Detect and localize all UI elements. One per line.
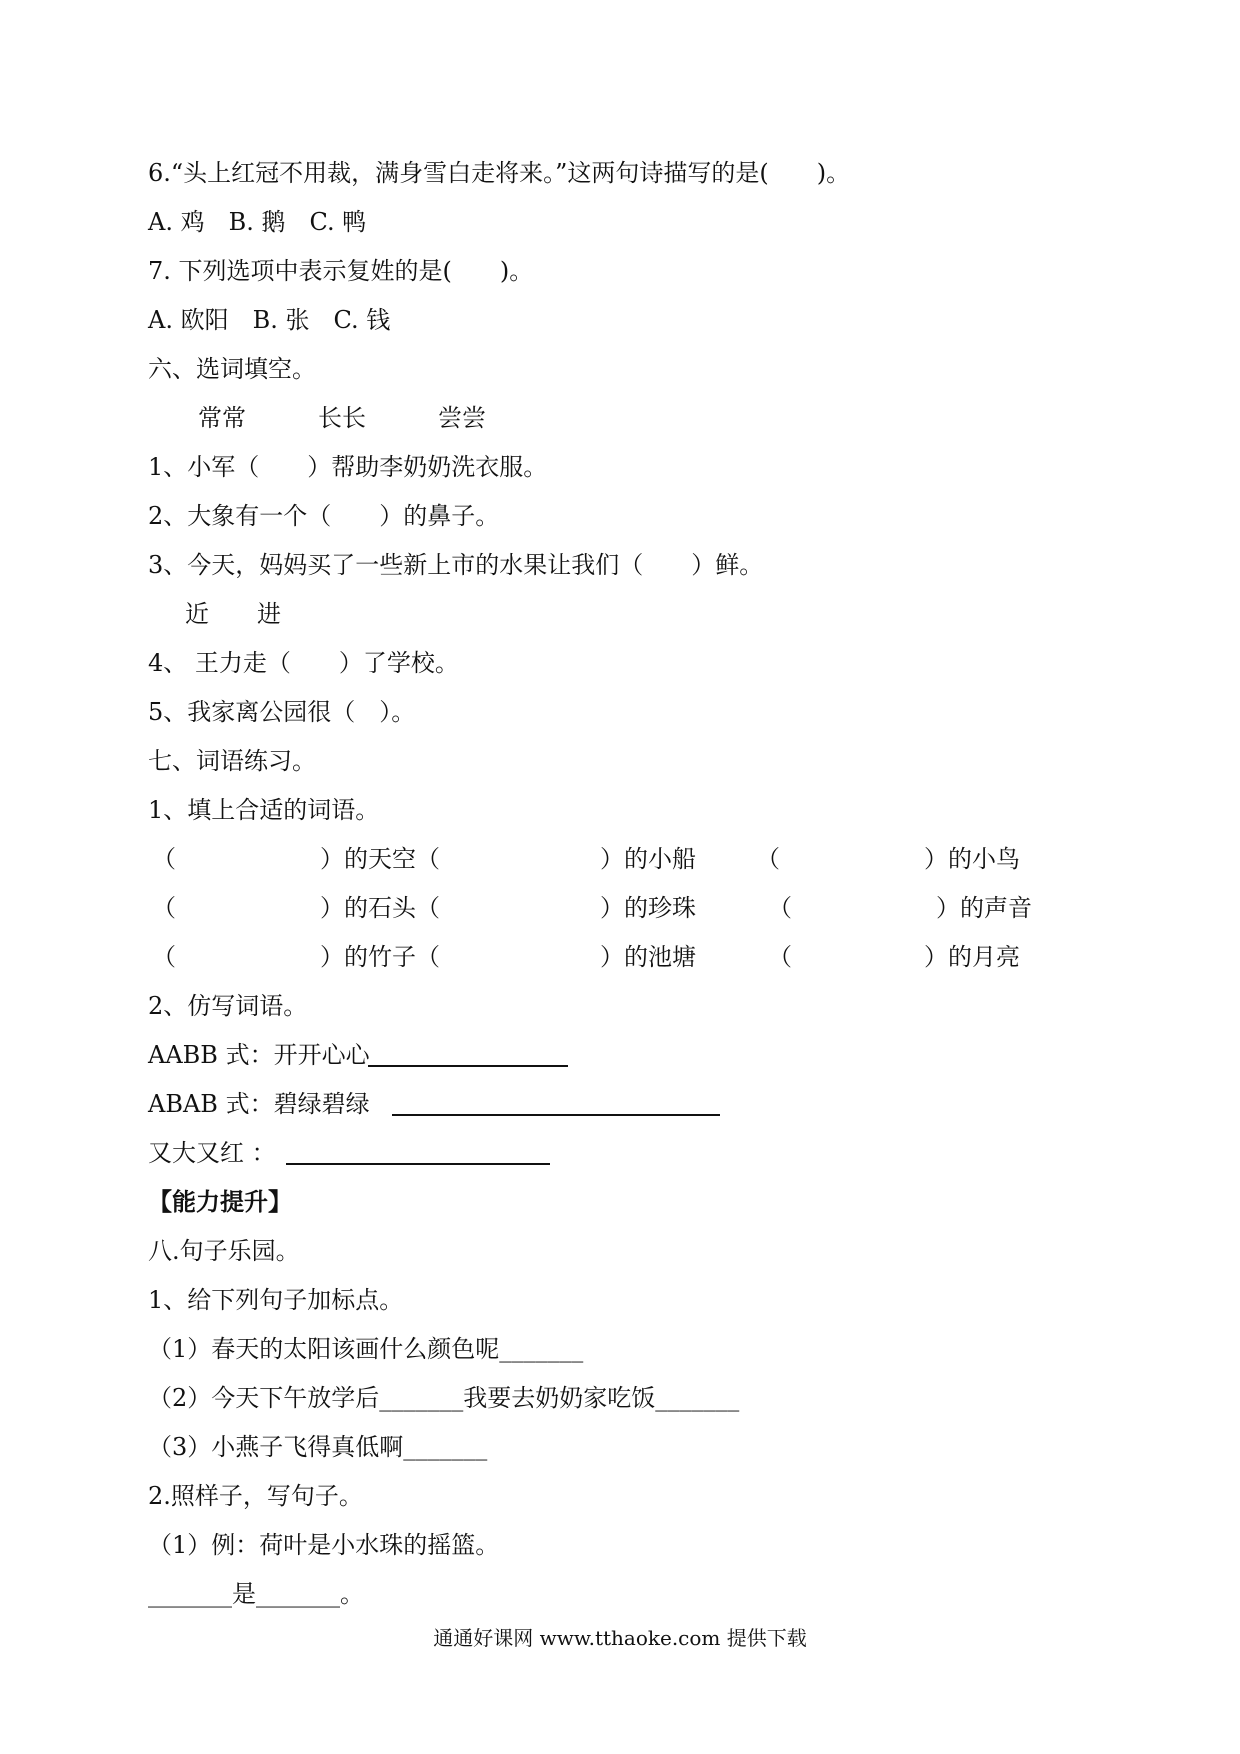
answer-line[interactable] — [392, 1114, 720, 1116]
paren-open: （ — [152, 943, 176, 971]
section-8-sub1: 1、给下列句子加标点。 — [148, 1286, 404, 1314]
example-sentence: （1）例：荷叶是小水珠的摇篮。 — [148, 1531, 500, 1559]
question-7-options: A. 欧阳 B. 张 C. 钱 — [148, 306, 391, 334]
word-cell: ）的竹子（ — [320, 943, 440, 971]
question-6: 6.“头上红冠不用裁，满身雪白走将来。”这两句诗描写的是( )。 — [148, 159, 851, 187]
question-7: 7. 下列选项中表示复姓的是( )。 — [148, 257, 534, 285]
paren-open: （ — [768, 894, 792, 922]
fill-item-4: 4、 王力走（ ）了学校。 — [148, 649, 459, 677]
fill-word-row — [148, 893, 1048, 923]
fill-item-5: 5、我家离公园很（ ）。 — [148, 698, 416, 726]
section-8-title: 八.句子乐园。 — [148, 1237, 300, 1265]
word-cell: ）的天空（ — [320, 845, 440, 873]
punctuation-sentence-2: （2）今天下午放学后_______我要去奶奶家吃饭_______ — [148, 1384, 740, 1412]
section-7-sub2: 2、仿写词语。 — [148, 992, 308, 1020]
question-6-options: A. 鸡 B. 鹅 C. 鸭 — [148, 208, 367, 236]
word-cell: ）的石头（ — [320, 894, 440, 922]
word-cell: ）的珍珠 — [600, 894, 696, 922]
section-8-sub2: 2.照样子，写句子。 — [148, 1482, 363, 1510]
word-cell: ）的池塘 — [600, 943, 696, 971]
word-cell: ）的小鸟 — [924, 845, 1020, 873]
paren-open: （ — [152, 894, 176, 922]
word-choices-b: 近 进 — [185, 600, 281, 628]
aabb-prompt: AABB 式：开开心心 — [148, 1041, 370, 1069]
footer-source: 通通好课网 www.tthaoke.com 提供下载 — [433, 1626, 807, 1650]
word-choices-a: 常常 长长 尝尝 — [198, 404, 486, 432]
word-cell: ）的小船 — [600, 845, 696, 873]
punctuation-sentence-1: （1）春天的太阳该画什么颜色呢_______ — [148, 1335, 584, 1363]
fill-word-row — [148, 844, 1048, 874]
fill-item-3: 3、今天，妈妈买了一些新上市的水果让我们（ ）鲜。 — [148, 551, 764, 579]
word-cell: ）的声音 — [936, 894, 1032, 922]
fill-item-2: 2、大象有一个（ ）的鼻子。 — [148, 502, 500, 530]
answer-line[interactable] — [286, 1163, 550, 1165]
fill-item-1: 1、小军（ ）帮助李奶奶洗衣服。 — [148, 453, 548, 481]
punctuation-sentence-3: （3）小燕子飞得真低啊_______ — [148, 1433, 488, 1461]
youda-prompt: 又大又红 ： — [148, 1139, 276, 1167]
section-7-sub1: 1、填上合适的词语。 — [148, 796, 380, 824]
abab-prompt: ABAB 式：碧绿碧绿 — [148, 1090, 370, 1118]
answer-line[interactable] — [368, 1065, 568, 1067]
paren-open: （ — [152, 845, 176, 873]
ability-header: 【能力提升】 — [148, 1187, 292, 1216]
word-cell: ）的月亮 — [924, 943, 1020, 971]
imitate-blank: _______是_______。 — [148, 1580, 364, 1608]
fill-word-row — [148, 942, 1048, 972]
section-7-title: 七、词语练习。 — [148, 747, 316, 775]
section-6-title: 六、选词填空。 — [148, 355, 316, 383]
paren-open: （ — [768, 943, 792, 971]
paren-open: （ — [756, 845, 780, 873]
